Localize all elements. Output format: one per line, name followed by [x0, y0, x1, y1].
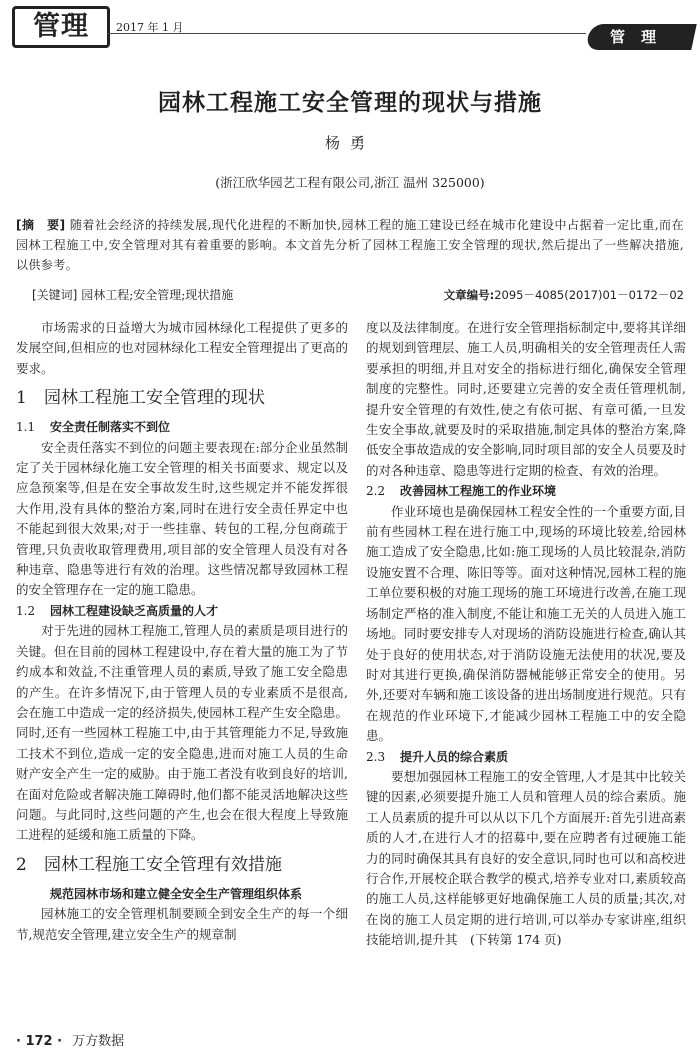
section-2-1-title: 规范园林市场和建立健全安全生产管理组织体系	[50, 886, 303, 901]
section-1-number: 1	[16, 388, 27, 409]
section-2-2-title: 改善园林工程施工的作业环境	[400, 484, 557, 499]
issue-date: 2017 年 1 月	[116, 21, 184, 34]
section-1-2-title: 园林工程建设缺乏高质量的人才	[50, 603, 219, 618]
header-rule	[108, 33, 586, 34]
section-2-2-heading	[366, 481, 686, 501]
right-column	[366, 318, 686, 951]
section-1-2-paragraph: 对于先进的园林工程施工,管理人员的素质是项目进行的关键。但在目前的园林工程建设中,存在着大量的施工为了节约成本和效益,不注重管理人员的素质,导致了施工安全隐患的产生。在许多情况下,由于管理人员的专业素质不是很高,会在施工中造成一定的经济损失,使园林工程产生安全隐患。同时,还有一些园林工程施工中,由于其管理能力不足,导致施工技术不到位,造成一定的安全隐患,进而对施工人员的生命财产安全产生一定的威胁。由于施工者没有收到良好的培训,在面对危险或者解决施工障碍时,他们都不能灵活地解决这些问题。与此同时,这些问题的产生,也会在很大程度上导致施工进程的延缓和施工质量的下降。	[16, 623, 348, 843]
affiliation: (浙江欣华园艺工程有限公司,浙江 温州 325000)	[215, 175, 485, 190]
section-2-1-paragraph: 园林施工的安全管理机制要顾全到安全生产的每一个细节,规范安全管理,建立安全生产的规章制	[16, 906, 348, 942]
section-2-title: 园林工程施工安全管理有效措施	[44, 854, 282, 875]
section-1-1-title: 安全责任制落实不到位	[50, 420, 171, 435]
section-2-3-paragraph: 要想加强园林工程施工的安全管理,人才是其中比较关键的因素,必须要提升施工人员和管理人员的综合素质。施工人员素质的提升可以从以下几个方面展开:首先引进高素质的人才,在进行人才的招募中,要在应聘者有过硬施工能力的同时确保其具有良好的安全意识,同时也可以和高校进行合作,开展校企联合教学的模式,培养专业对口,素质较高的施工人员,这样能够更好地确保施工人员的质量;其次,对在岗的施工人员定期的进行培训,可以举办专家讲座,组织技能培训,提升其 (下转第 174 页)	[366, 768, 686, 948]
section-2-3-number: 2.3	[366, 749, 386, 764]
article-number-label: 文章编号:	[443, 288, 495, 302]
section-2-number: 2	[16, 854, 27, 875]
section-2-2-number: 2.2	[366, 484, 386, 499]
article-number	[444, 285, 684, 305]
section-1-title: 园林工程施工安全管理的现状	[44, 388, 265, 409]
section-2-heading	[16, 852, 348, 878]
keywords-text: 园林工程;安全管理;现状措施	[81, 288, 234, 302]
section-1-1-number: 1.1	[16, 420, 36, 435]
section-2-1-number	[16, 884, 50, 904]
section-2-1-heading	[16, 884, 348, 904]
section-2-2-paragraph: 作业环境也是确保园林工程安全性的一个重要方面,目前有些园林工程在进行施工中,现场的环境比较差,给园林施工造成了安全隐患,比如:施工现场的人员比较混杂,消防设施安置不合理、陈旧等等。面对这种情况,园林工程的施工单位要积极的对施工现场的施工环境进行改善,在施工现场制定严格的准入制度,不能让和施工无关的人员进入施工场地。同时要安排专人对现场的消防设施进行检查,确认其处于良好的使用状态,对于消防设施无法使用的状况,要及时对其进行更换,确保消防器械能够正常安全的使用。另外,还要对车辆和施工该设备的进出场制度进行规范。只有在规范的作业环境下,才能减少园林工程施工中的安全隐患。	[366, 503, 686, 744]
section-2-3-heading	[366, 747, 686, 767]
article-title: 园林工程施工安全管理的现状与措施	[158, 89, 542, 116]
page-footer	[16, 1030, 124, 1049]
journal-logo	[12, 6, 110, 48]
abstract	[16, 215, 684, 275]
article-number-value: 2095－4085(2017)01－0172－02	[494, 288, 684, 302]
intro-paragraph: 市场需求的日益增大为城市园林绿化工程提供了更多的发展空间,但相应的也对园林绿化工程安全管理提出了更高的要求。	[16, 320, 348, 376]
page-number: · 172 ·	[16, 1034, 63, 1049]
author-name: 杨勇	[324, 134, 375, 152]
section-1-heading	[16, 385, 348, 411]
section-2-3-title: 提升人员的综合素质	[400, 749, 509, 764]
continued-paragraph: 度以及法律制度。在进行安全管理指标制定中,要将其详细的规划到管理层、施工人员,明确相关的安全管理责任人需要承担的明细,并且对安全的指标进行细化,确保安全管理制度的完整性。同时,还要建立完善的安全责任管理机制,提升安全管理的有效性,使之有依可据、有章可循,一旦发生安全事故,就要及时的采取措施,制定具体的整治方案,降低安全事故造成的安全影响,同时项目部的安全人员要及时的对各种违章、隐患等进行定期的检查、有效的治理。	[366, 320, 686, 478]
section-label: 管理	[609, 28, 672, 46]
logo-text: 管理	[33, 11, 89, 42]
section-1-2-number: 1.2	[16, 603, 36, 618]
section-1-1-paragraph: 安全责任落实不到位的问题主要表现在:部分企业虽然制定了关于园林绿化施工安全管理的相关书面要求、规定以及应急预案等,但是在安全事故发生时,这些规定并不能发挥很大作用,没有具体的整治方案,同时在进行安全责任界定中也不能起到很大效果;对于一些挂靠、转包的工程,分包商疏于管理,只负责收取管理费用,项目部的安全管理人员没有对各种违章、隐患等进行有效的治理。这些情况都导致园林工程的安全管理存在一定的施工隐患。	[16, 439, 348, 598]
left-column	[16, 318, 348, 945]
keywords-line	[32, 285, 684, 305]
section-tag	[585, 24, 697, 50]
section-1-1-heading	[16, 417, 348, 437]
page-header	[0, 0, 700, 56]
section-1-2-heading	[16, 601, 348, 621]
abstract-text: 随着社会经济的持续发展,现代化进程的不断加快,园林工程的施工建设已经在城市化建设中占据着一定比重,而在园林工程施工中,安全管理对其有着重要的影响。本文首先分析了园林工程施工安全管理的现状,然后提出了一些解决措施,以供参考。	[16, 218, 684, 272]
keywords-label: [关键词]	[32, 288, 78, 302]
journal-watermark: 万方数据	[72, 1034, 125, 1049]
abstract-label: [摘 要]	[16, 218, 66, 232]
